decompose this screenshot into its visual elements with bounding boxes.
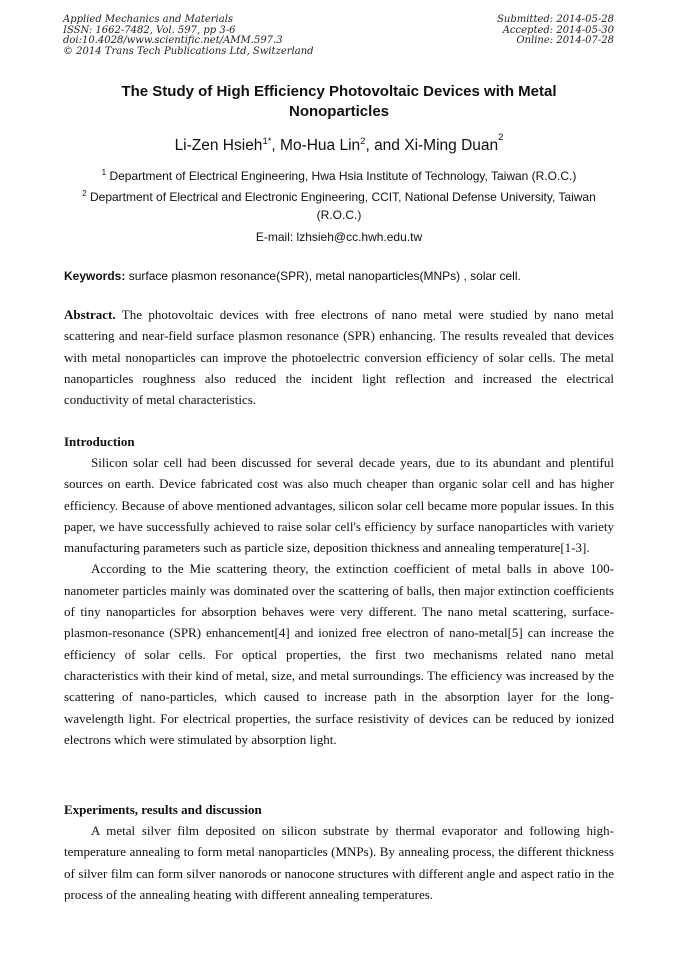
keywords [64, 268, 616, 284]
affiliation-1-mark: 1 [101, 168, 107, 177]
copyright-line: © 2014 Trans Tech Publications Ltd, Switzerland [63, 45, 314, 57]
introduction-paragraph-1: Silicon solar cell had been discussed for several decade years, due to its abundant and plentiful sources on earth. Device fabricated cost was also much cheaper than organic solar cell and has higher efficiency. Because of above mentioned advantages, silicon solar cell became more popular issues. In this paper, we have successfully achieved to raise solar cell's efficiency by surface nanoparticles with variety manufacturing parameters such as particle size, deposition thickness and annealing temperature[1-3]. [64, 455, 614, 556]
author-1: Li-Zen Hsieh [174, 137, 263, 155]
experiments-heading: Experiments, results and discussion [64, 802, 262, 817]
online-date: Online: 2014-07-28 [516, 35, 614, 46]
submission-dates [497, 15, 614, 47]
accepted-date: Accepted: 2014-05-30 [502, 24, 614, 36]
abstract-text: The photovoltaic devices with free electrons of nano metal were studied by nano metal scattering and near-field surface plasmon resonance (SPR) enhancing. The results revealed that devices with metal nonoparticles can improve the photoelectric conversion efficiency of solar cells. The metal nanoparticles roughness also reduced the incident light reflection and increased the electrical conductivity of metal characteristics. [64, 307, 614, 408]
author-3-affiliation-mark: 2 [498, 132, 504, 143]
abstract-label: Abstract. [64, 307, 116, 322]
affiliation-2-mark: 2 [82, 189, 87, 198]
contact-email: E-mail: lzhsieh@cc.hwh.edu.tw [255, 230, 423, 244]
affiliation-1-text: Department of Electrical Engineering, Hwa Hsia Institute of Technology, Taiwan (R.O.C.) [106, 169, 577, 183]
experiments-paragraph-1: A metal silver film deposited on silicon substrate by thermal evaporator and following high-temperature annealing to form metal nanoparticles (MNPs). By annealing process, the different thickness of silver film can form silver nanorods or nanocone structures with different angle and aspect ratio in the process of the annealing heating with different annealing temperatures. [64, 823, 614, 902]
author-1-affiliation-mark: 1* [262, 136, 272, 147]
introduction-section [64, 431, 614, 750]
doi-line: doi:10.4028/www.scientific.net/AMM.597.3 [63, 35, 283, 46]
journal-name: Applied Mechanics and Materials [63, 14, 234, 25]
keywords-text: surface plasmon resonance(SPR), metal nanoparticles(MNPs) , solar cell. [125, 269, 521, 283]
affiliation-2-continued: (R.O.C.) [316, 208, 362, 222]
author-2: , Mo-Hua Lin [271, 137, 361, 155]
paper-title [60, 82, 618, 122]
title-line-1: The Study of High Efficiency Photovoltaic Devices with Metal [121, 83, 557, 100]
author-list [60, 131, 618, 157]
introduction-heading: Introduction [64, 434, 135, 449]
submitted-date: Submitted: 2014-05-28 [497, 14, 614, 25]
affiliation-2-text: Department of Electrical and Electronic Engineering, CCIT, National Defense University, Taiwan [86, 190, 596, 204]
author-3: , and Xi-Ming Duan [365, 137, 499, 155]
issn-line: ISSN: 1662-7482, Vol. 597, pp 3-6 [63, 24, 236, 36]
experiments-section [64, 799, 614, 905]
journal-info [63, 15, 314, 57]
keywords-label: Keywords: [64, 269, 126, 283]
title-line-2: Nonoparticles [288, 103, 390, 120]
abstract [64, 304, 614, 410]
introduction-paragraph-2: According to the Mie scattering theory, the extinction coefficient of metal balls in above 100-nanometer particles mainly was dominated over the scattering of balls, then major extinction coefficients of tiny nanoparticles for absorption behaves were very different. The nano metal scattering, surface-plasmon-resonance (SPR) enhancement[4] and ionized free electron of nano-metal[5] can increase the efficiency of solar cells. For optical properties, the first two mechanisms related nano metal characteristics with their kind of metal, size, and metal surroundings. The efficiency was increased by the scattering of nano-particles, which caused to increase path in the absorption layer for the long-wavelength light. For electrical properties, the surface resistivity of devices can be reduced by ionized electrons which were stimulated by absorption light. [64, 561, 614, 747]
author-2-affiliation-mark: 2 [360, 136, 366, 147]
